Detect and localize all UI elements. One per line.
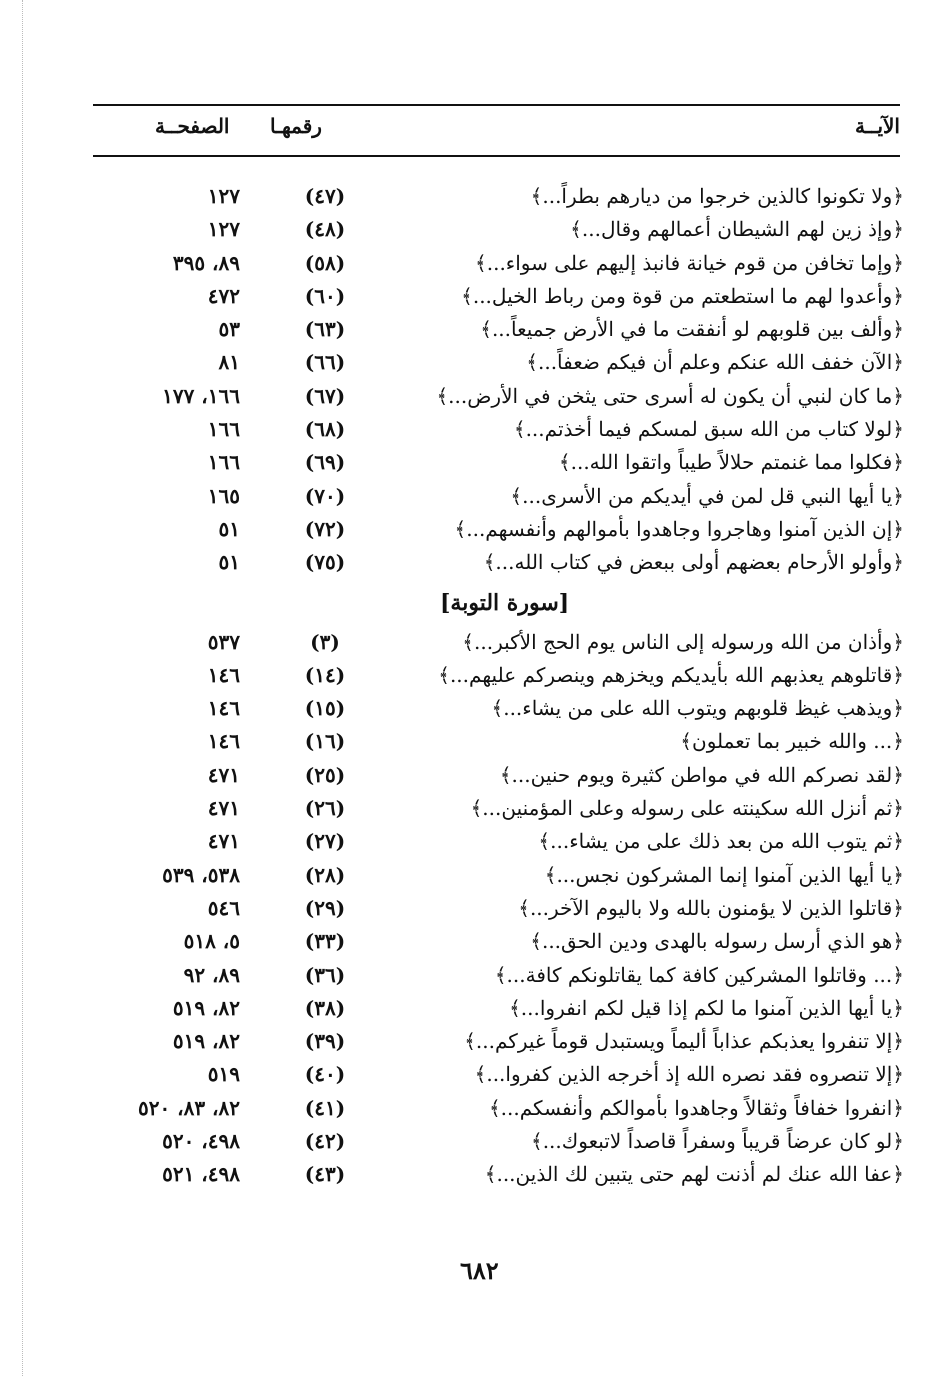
surah-heading (0, 582, 952, 628)
header-verse: الآيــة (855, 114, 900, 138)
verse-text: ﴿قاتلوهم يعذبهم الله بأيديكم ويخزهم وينصركم عليهم...﴾ (438, 662, 904, 687)
verse-text: ﴿انفروا خفافاً وثقالاً وجاهدوا بأموالكم وأنفسكم...﴾ (488, 1095, 904, 1120)
verse-number: (٣) (310, 629, 340, 654)
table-row (0, 694, 952, 727)
header-number: رقمهـا (270, 114, 322, 138)
verse-text: ﴿ثم يتوب الله من بعد ذلك على من يشاء...﴾ (538, 829, 904, 854)
verse-number: (٤٢) (304, 1129, 346, 1154)
table-row (0, 348, 952, 381)
header-page: الصفحــة (155, 114, 230, 138)
page-ref: ١٦٦، ١٧٧ (162, 383, 240, 408)
table-row (0, 927, 952, 960)
page-ref: ٨٢، ٨٣، ٥٢٠ (137, 1095, 240, 1120)
table-row (0, 727, 952, 760)
verse-text: ﴿... وقاتلوا المشركين كافة كما يقاتلونكم كافة...﴾ (494, 962, 904, 987)
page-ref: ٤٧١ (207, 829, 240, 854)
page-number: ٦٨٢ (460, 1256, 499, 1285)
table-row (0, 448, 952, 481)
verse-number: (٦٧) (304, 383, 346, 408)
table-row (0, 994, 952, 1027)
page-ref: ١٢٧ (207, 217, 240, 242)
page-ref: ٤٧٢ (207, 283, 240, 308)
verse-text: ﴿هو الذي أرسل رسوله بالهدى ودين الحق...﴾ (530, 929, 904, 954)
page-ref: ٨٢، ٥١٩ (172, 995, 240, 1020)
table-row (0, 827, 952, 860)
verse-number: (٦٦) (304, 350, 346, 375)
verse-number: (٧٥) (304, 550, 346, 575)
table-row (0, 1060, 952, 1093)
verse-text: ﴿لو كان عرضاً قريباً وسفراً قاصداً لاتبعوك...﴾ (530, 1129, 904, 1154)
verse-text: ﴿إلا تنفروا يعذبكم عذاباً أليماً ويستبدل قوماً غيركم...﴾ (464, 1029, 904, 1054)
table-row (0, 961, 952, 994)
verse-text: ﴿ما كان لنبي أن يكون له أسرى حتى يثخن في الأرض...﴾ (436, 383, 904, 408)
page-ref: ٥٣ (218, 317, 240, 342)
table-row (0, 382, 952, 415)
verse-number: (٣٨) (304, 995, 346, 1020)
verse-number: (٦٣) (304, 317, 346, 342)
verse-number: (٤٧) (304, 184, 346, 208)
verse-text: ﴿وأذان من الله ورسوله إلى الناس يوم الحج الأكبر...﴾ (462, 629, 904, 654)
page-ref: ١٦٦ (207, 417, 240, 442)
verse-number: (٦٨) (304, 417, 346, 442)
verse-text: ﴿الآن خفف الله عنكم وعلم أن فيكم ضعفاً...﴾ (526, 350, 904, 375)
verse-text: ﴿فكلوا مما غنمتم حلالاً طيباً واتقوا الله...﴾ (558, 450, 904, 475)
verse-number: (١٤) (304, 662, 346, 687)
verse-number: (٤٠) (304, 1062, 346, 1087)
table-row (0, 794, 952, 827)
table-row (0, 1027, 952, 1060)
verse-text: ﴿يا أيها النبي قل لمن في أيديكم من الأسرى...﴾ (510, 483, 904, 508)
page-ref: ٥١٩ (207, 1062, 240, 1087)
table-row (0, 548, 952, 581)
verse-text: ﴿يا أيها الذين آمنوا ما لكم إذا قيل لكم انفروا...﴾ (509, 995, 904, 1020)
verse-text: ﴿... والله خبير بما تعملون﴾ (680, 729, 904, 754)
verse-number: (٥٨) (304, 250, 346, 275)
verse-number: (٦٩) (304, 450, 346, 475)
page-ref: ٥٣٧ (207, 629, 240, 654)
verse-number: (٢٥) (304, 762, 346, 787)
page-ref: ١٦٦ (207, 450, 240, 475)
verse-text: ﴿ولا تكونوا كالذين خرجوا من ديارهم بطراً...﴾ (530, 184, 904, 208)
surah-title: [سورة التوبة] (440, 589, 570, 616)
table-row (0, 415, 952, 448)
verse-text: ﴿لولا كتاب من الله سبق لمسكم فيما أخذتم...﴾ (513, 417, 904, 442)
page-ref: ٥٤٦ (207, 895, 240, 920)
verse-text: ﴿وأعدوا لهم ما استطعتم من قوة ومن رباط الخيل...﴾ (461, 283, 904, 308)
header-rule (93, 155, 900, 157)
verse-number: (١٥) (304, 696, 346, 721)
verse-number: (٢٦) (304, 796, 346, 821)
verse-number: (٣٩) (304, 1029, 346, 1054)
table-row (0, 315, 952, 348)
table-row (0, 761, 952, 794)
index-table (0, 182, 952, 1194)
table-row (0, 628, 952, 661)
page-ref: ١٤٦ (207, 729, 240, 754)
table-row (0, 1094, 952, 1127)
page-ref: ١٦٥ (207, 483, 240, 508)
page-ref: ٥٣٨، ٥٣٩ (162, 862, 240, 887)
table-row (0, 515, 952, 548)
page-ref: ٤٧١ (207, 796, 240, 821)
table-row (0, 661, 952, 694)
page-ref: ٨١ (218, 350, 240, 375)
page-ref: ٨٩، ٣٩٥ (172, 250, 240, 275)
verse-number: (٢٧) (304, 829, 346, 854)
verse-text: ﴿ويذهب غيظ قلوبهم ويتوب الله على من يشاء...﴾ (491, 696, 904, 721)
verse-text: ﴿يا أيها الذين آمنوا إنما المشركون نجس...﴾ (544, 862, 904, 887)
verse-text: ﴿قاتلوا الذين لا يؤمنون بالله ولا باليوم الآخر...﴾ (518, 895, 904, 920)
verse-text: ﴿إلا تنصروه فقد نصره الله إذ أخرجه الذين كفروا...﴾ (474, 1062, 904, 1087)
table-row (0, 182, 952, 215)
verse-text: ﴿إن الذين آمنوا وهاجروا وجاهدوا بأموالهم وأنفسهم...﴾ (454, 516, 904, 541)
page-ref: ٤٩٨، ٥٢٠ (162, 1129, 240, 1154)
verse-number: (٧٠) (304, 483, 346, 508)
table-row (0, 861, 952, 894)
verse-text: ﴿وأولو الأرحام بعضهم أولى ببعض في كتاب الله...﴾ (483, 550, 904, 575)
verse-number: (٢٩) (304, 895, 346, 920)
top-rule (93, 104, 900, 106)
verse-text: ﴿لقد نصركم الله في مواطن كثيرة ويوم حنين...﴾ (499, 762, 904, 787)
table-row (0, 894, 952, 927)
verse-number: (٤١) (304, 1095, 346, 1120)
verse-number: (٣٣) (304, 929, 346, 954)
verse-number: (٤٨) (304, 217, 346, 242)
page-ref: ٤٧١ (207, 762, 240, 787)
verse-text: ﴿وألف بين قلوبهم لو أنفقت ما في الأرض جميعاً...﴾ (480, 317, 904, 342)
page-ref: ١٤٦ (207, 662, 240, 687)
table-row (0, 482, 952, 515)
verse-text: ﴿وإما تخافن من قوم خيانة فانبذ إليهم على سواء...﴾ (475, 250, 904, 275)
verse-number: (١٦) (304, 729, 346, 754)
verse-number: (٤٣) (304, 1162, 346, 1187)
verse-number: (٦٠) (304, 283, 346, 308)
page-ref: ٥١ (218, 550, 240, 575)
verse-text: ﴿وإذ زين لهم الشيطان أعمالهم وقال...﴾ (570, 217, 904, 242)
page-ref: ٥، ٥١٨ (183, 929, 240, 954)
verse-number: (٣٦) (304, 962, 346, 987)
page-ref: ٥١ (218, 516, 240, 541)
table-row (0, 282, 952, 315)
table-row (0, 1127, 952, 1160)
page-ref: ١٤٦ (207, 696, 240, 721)
table-row (0, 1160, 952, 1193)
verse-number: (٢٨) (304, 862, 346, 887)
page-ref: ٨٢، ٥١٩ (172, 1029, 240, 1054)
table-row (0, 215, 952, 248)
table-row (0, 249, 952, 282)
verse-text: ﴿ثم أنزل الله سكينته على رسوله وعلى المؤمنين...﴾ (470, 796, 904, 821)
verse-text: ﴿عفا الله عنك لم أذنت لهم حتى يتبين لك الذين...﴾ (484, 1162, 904, 1187)
page-ref: ٤٩٨، ٥٢١ (162, 1162, 240, 1187)
page-ref: ١٢٧ (207, 184, 240, 208)
page-ref: ٨٩، ٩٢ (183, 962, 240, 987)
verse-number: (٧٢) (304, 516, 346, 541)
